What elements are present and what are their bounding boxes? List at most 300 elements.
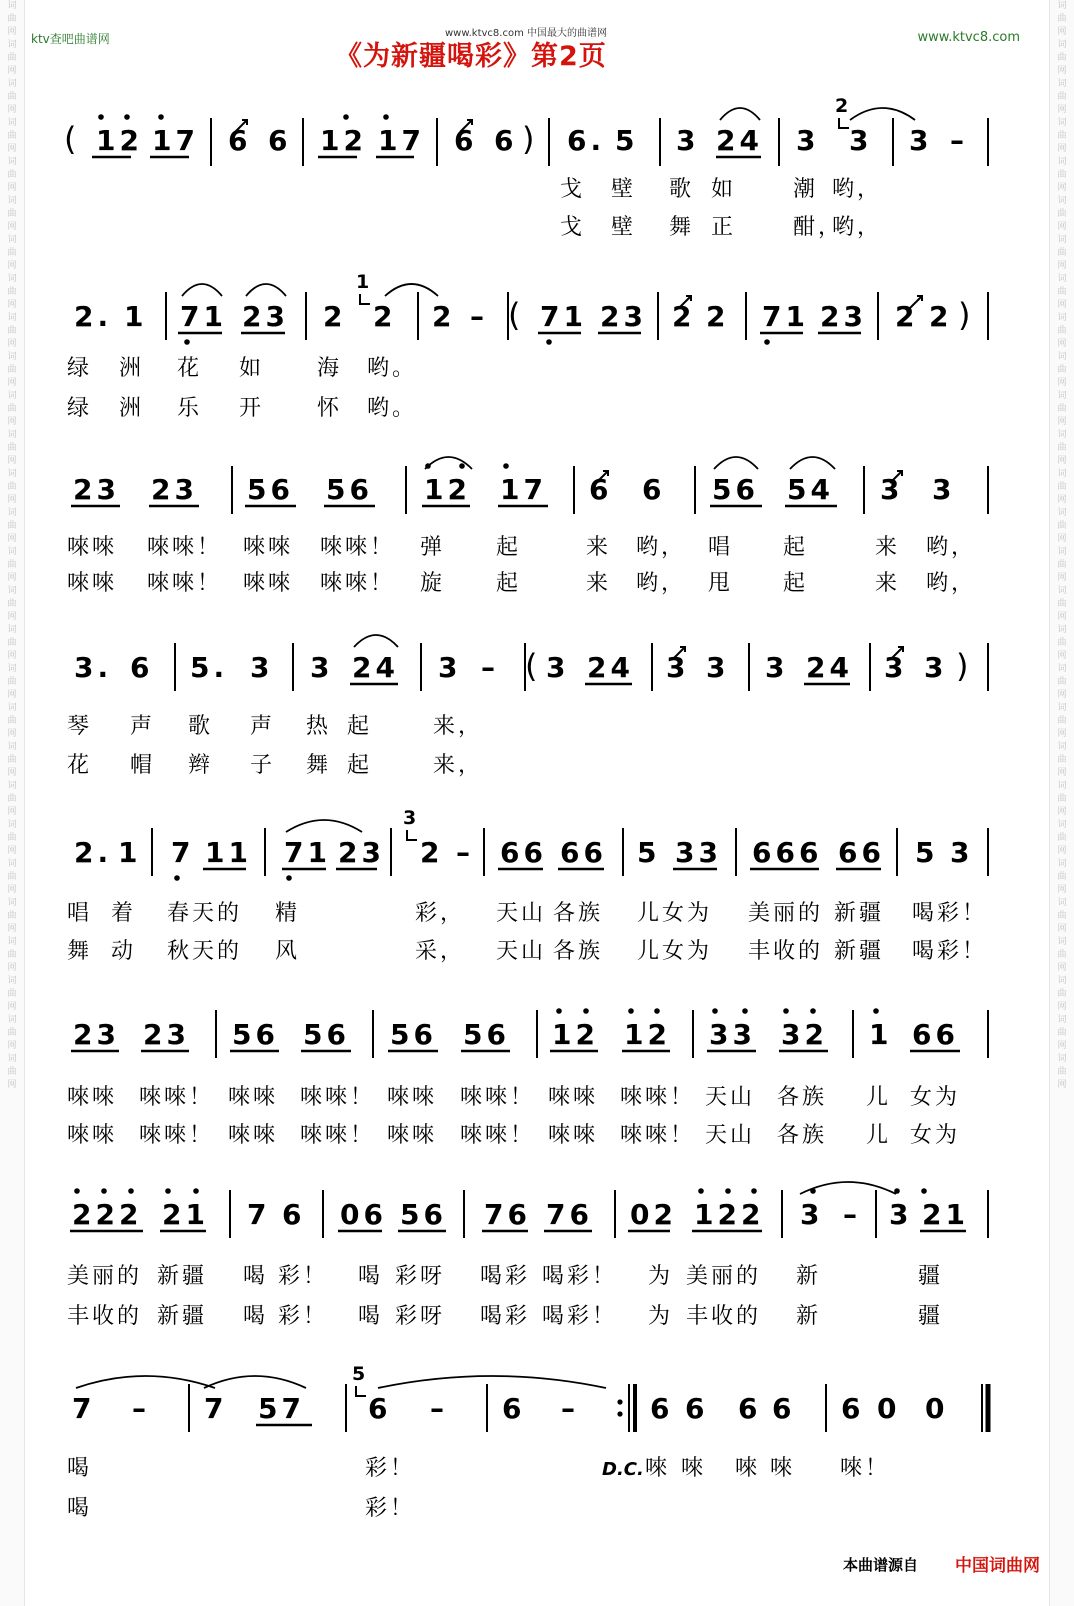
lyric-verse-2: 壁 <box>611 215 637 240</box>
lyric-verse-1: 天山 <box>705 1085 756 1110</box>
note: 56 <box>303 1018 350 1051</box>
lyric-verse-1: 唻唻 <box>243 535 294 560</box>
lyric-verse-1: 新疆 <box>157 1264 208 1289</box>
slur <box>425 457 472 469</box>
note: 1 <box>869 1018 893 1051</box>
octave-dot-high <box>654 1008 660 1014</box>
note: 02 <box>630 1198 677 1231</box>
lyric-verse-1: 彩呀 <box>395 1264 446 1289</box>
lyric-verse-2: 绿 <box>67 396 93 421</box>
lyric-verse-1: 唻 <box>770 1456 796 1481</box>
footer-brand[interactable]: 中国词曲网 <box>955 1556 1040 1576</box>
lyric-verse-1: 喝 <box>67 1456 93 1481</box>
note: 6 <box>268 124 292 157</box>
lyric-verse-1: 起 <box>347 714 373 739</box>
note: 1 <box>118 836 142 869</box>
lyric-verse-2: 甩 <box>708 571 734 596</box>
note: – <box>456 836 474 869</box>
lyric-verse-2: 起 <box>783 571 809 596</box>
slur <box>354 635 398 647</box>
lyric-verse-2: 舞 <box>306 753 332 778</box>
note: – <box>843 1198 861 1231</box>
note: 2 <box>706 300 730 333</box>
lyric-verse-2: 喝 <box>67 1496 93 1521</box>
note: 3 <box>250 651 274 684</box>
lyric-verse-1: 洲 <box>119 356 145 381</box>
octave-dot-high <box>783 1008 789 1014</box>
note: 6 <box>642 473 666 506</box>
note: 3 <box>849 124 873 157</box>
note: 7 <box>247 1198 271 1231</box>
lyric-verse-1: 潮 <box>793 177 819 202</box>
note: 24 <box>716 124 763 157</box>
note: 3 <box>796 124 820 157</box>
lyric-verse-1: 唻唻！ <box>460 1085 536 1110</box>
slur <box>385 284 438 296</box>
lyric-verse-2: 喝 <box>243 1304 269 1329</box>
lyric-verse-2: 各族 <box>777 1123 828 1148</box>
note: 2 <box>323 300 347 333</box>
lyric-verse-2: 哟。 <box>367 396 418 421</box>
lyric-verse-1: 哟， <box>832 177 883 202</box>
note: 3 <box>706 651 730 684</box>
note: – <box>950 124 968 157</box>
parenthesis-mark: ( <box>525 647 542 685</box>
note: 3 <box>666 651 690 684</box>
lyric-verse-1: 唻唻 <box>548 1085 599 1110</box>
lyric-verse-2: 舞 <box>669 215 695 240</box>
note: 3 <box>676 124 700 157</box>
lyric-verse-2: 唻唻！ <box>620 1123 696 1148</box>
lyric-verse-1: 来 <box>586 535 612 560</box>
note: 3 <box>438 651 462 684</box>
note: 24 <box>806 651 853 684</box>
octave-dot-high <box>810 1008 816 1014</box>
lyric-verse-2: 采， <box>415 939 466 964</box>
octave-dot-low <box>184 339 190 345</box>
octave-dot-low <box>174 875 180 881</box>
note: 23 <box>73 473 120 506</box>
right-watermark-text: 词曲网词曲网词曲网词曲网词曲网词曲网词曲网词曲网词曲网词曲网词曲网词曲网词曲网词曲网词曲网词曲网词曲网词曲网词曲网词曲网词曲网词曲网词曲网词曲网词曲网词曲网词曲网词曲网 <box>1057 1 1067 1090</box>
note: 6 <box>494 124 518 157</box>
slur <box>286 820 362 832</box>
grace-note: 2 <box>835 95 849 117</box>
note: 3 <box>889 1198 913 1231</box>
note: 56 <box>390 1018 437 1051</box>
note: 23 <box>143 1018 190 1051</box>
note: 6 <box>685 1392 709 1425</box>
octave-dot-high <box>873 1008 879 1014</box>
note: 23 <box>242 300 289 333</box>
lyric-verse-1: 起 <box>496 535 522 560</box>
octave-dot-high <box>193 1188 199 1194</box>
lyric-verse-2: 丰收的 <box>748 939 824 964</box>
note: 3 <box>924 651 948 684</box>
slur <box>790 457 835 469</box>
note: 6 <box>738 1392 762 1425</box>
lyric-verse-1: 唻！ <box>840 1456 891 1481</box>
octave-dot-high <box>98 114 104 120</box>
lyric-verse-2: 起 <box>496 571 522 596</box>
lyric-verse-1: 唻唻！ <box>139 1085 215 1110</box>
grace-hook <box>839 118 849 128</box>
lyric-verse-2: 哟， <box>832 215 883 240</box>
lyric-verse-2: 丰收的 <box>67 1304 143 1329</box>
note: 66 <box>560 836 607 869</box>
note: 32 <box>781 1018 828 1051</box>
lyric-verse-2: 丰收的 <box>686 1304 762 1329</box>
note: 06 <box>340 1198 387 1231</box>
note: 2 <box>929 300 953 333</box>
lyric-verse-1: 精 <box>275 901 301 926</box>
lyric-verse-2: 开 <box>239 396 265 421</box>
lyric-verse-1: 热 <box>306 714 332 739</box>
octave-dot-high <box>459 463 465 469</box>
page-title: 《为新疆喝彩》第2页 <box>335 41 607 72</box>
note: 2 <box>895 300 919 333</box>
note: 66 <box>500 836 547 869</box>
slur <box>720 108 760 120</box>
note: 56 <box>400 1198 447 1231</box>
note: 5 <box>915 836 939 869</box>
note: 3 <box>932 473 956 506</box>
lyric-verse-2: 新疆 <box>157 1304 208 1329</box>
parenthesis-mark: ( <box>508 296 525 334</box>
note: 0 <box>925 1392 949 1425</box>
note: 6 <box>650 1392 674 1425</box>
site-url-right[interactable]: www.ktvc8.com <box>917 30 1020 45</box>
note: 23 <box>600 300 647 333</box>
note: 3 <box>884 651 908 684</box>
parenthesis-mark: ( <box>64 120 81 158</box>
note: 2. <box>74 300 113 333</box>
note: 6 <box>368 1392 392 1425</box>
lyric-verse-2: 洲 <box>119 396 145 421</box>
slur <box>204 1376 306 1388</box>
note: 6 <box>502 1392 526 1425</box>
lyric-verse-1: 唻唻！ <box>147 535 223 560</box>
note: 23 <box>820 300 867 333</box>
note: 71 <box>762 300 809 333</box>
lyric-verse-1: 彩， <box>415 901 466 926</box>
lyric-verse-2: 戈 <box>560 215 586 240</box>
octave-dot-high <box>712 1008 718 1014</box>
note: 71 <box>540 300 587 333</box>
lyric-verse-1: 春天的 <box>167 901 243 926</box>
octave-dot-high <box>503 463 509 469</box>
lyric-verse-2: 乐 <box>177 396 203 421</box>
lyric-verse-2: 彩呀 <box>395 1304 446 1329</box>
lyric-verse-1: 唻唻！ <box>320 535 396 560</box>
grace-hook <box>356 1386 366 1396</box>
lyric-verse-1: 起 <box>783 535 809 560</box>
slur <box>246 284 286 296</box>
lyric-verse-2: 新疆 <box>834 939 885 964</box>
lyric-verse-1: 绿 <box>67 356 93 381</box>
octave-dot-high <box>742 1008 748 1014</box>
note: 3 <box>765 651 789 684</box>
parenthesis-mark: ) <box>958 296 975 334</box>
lyric-verse-1: 来 <box>875 535 901 560</box>
lyric-verse-1: 海 <box>317 356 343 381</box>
note: 23 <box>151 473 198 506</box>
lyric-verse-1: 美丽的 <box>67 1264 143 1289</box>
lyric-verse-2: 怀 <box>317 396 343 421</box>
note: 24 <box>352 651 399 684</box>
da-capo-mark: D.C. <box>602 1459 644 1480</box>
lyric-verse-2: 来， <box>433 753 484 778</box>
note: 6. <box>567 124 606 157</box>
note: 7 <box>171 836 195 869</box>
lyric-verse-1: 疆 <box>918 1264 944 1289</box>
lyric-verse-1: 歌 <box>188 714 214 739</box>
octave-dot-high <box>425 463 431 469</box>
lyric-verse-2: 秋天的 <box>167 939 243 964</box>
lyric-verse-2: 唻唻！ <box>147 571 223 596</box>
lyric-verse-2: 新 <box>796 1304 822 1329</box>
lyric-verse-2: 各族 <box>553 939 604 964</box>
lyric-verse-1: 哟。 <box>367 356 418 381</box>
lyric-verse-1: 天山 <box>496 901 547 926</box>
lyric-verse-2: 天山 <box>496 939 547 964</box>
grace-hook <box>360 294 370 304</box>
lyric-verse-2: 唻唻 <box>243 571 294 596</box>
slur <box>714 457 758 469</box>
lyric-verse-2: 唻唻！ <box>139 1123 215 1148</box>
lyric-verse-2: 喝彩 <box>480 1304 531 1329</box>
note: 12 <box>320 124 367 157</box>
note: 7 <box>204 1392 228 1425</box>
note: 3 <box>546 651 570 684</box>
lyric-verse-2: 唻唻 <box>548 1123 599 1148</box>
note: 76 <box>546 1198 593 1231</box>
note: 23 <box>73 1018 120 1051</box>
note: 122 <box>694 1198 765 1231</box>
lyric-verse-1: 唻唻 <box>228 1085 279 1110</box>
lyric-verse-1: 如 <box>239 356 265 381</box>
note: 2. <box>74 836 113 869</box>
slur <box>850 108 915 120</box>
note: 12 <box>424 473 471 506</box>
note: 21 <box>162 1198 209 1231</box>
note: 23 <box>338 836 385 869</box>
octave-dot-low <box>286 875 292 881</box>
lyric-verse-2: 儿女为 <box>637 939 713 964</box>
note: 66 <box>838 836 885 869</box>
lyric-verse-1: 唻唻！ <box>300 1085 376 1110</box>
note: – <box>561 1392 579 1425</box>
note: 66 <box>912 1018 959 1051</box>
note: 6 <box>589 473 613 506</box>
lyric-verse-2: 喝彩！ <box>542 1304 618 1329</box>
note: 2 <box>672 300 696 333</box>
lyric-verse-1: 唻唻 <box>387 1085 438 1110</box>
lyric-verse-1: 壁 <box>611 177 637 202</box>
lyric-verse-2: 喝 <box>358 1304 384 1329</box>
note: 17 <box>500 473 547 506</box>
lyric-verse-1: 哟， <box>636 535 687 560</box>
slur <box>76 1376 215 1388</box>
lyric-verse-2: 辫 <box>188 753 214 778</box>
note: 6 <box>772 1392 796 1425</box>
repeat-dot <box>617 1411 622 1416</box>
note: 54 <box>787 473 834 506</box>
lyric-verse-1: 哟， <box>926 535 977 560</box>
note: 3 <box>310 651 334 684</box>
lyric-verse-1: 唱 <box>67 901 93 926</box>
note: 71 <box>180 300 227 333</box>
note: – <box>470 300 488 333</box>
note: 2 <box>420 836 444 869</box>
lyric-verse-2: 唻唻 <box>67 1123 118 1148</box>
note: 6 <box>228 124 252 157</box>
lyric-verse-1: 歌 <box>669 177 695 202</box>
note: – <box>132 1392 150 1425</box>
lyric-verse-1: 唻 <box>681 1456 707 1481</box>
note: 7 <box>72 1392 96 1425</box>
note: 33 <box>675 836 722 869</box>
grace-note: 5 <box>352 1363 366 1385</box>
lyric-verse-1: 彩！ <box>365 1456 416 1481</box>
note: 12 <box>96 124 143 157</box>
note: 3 <box>909 124 933 157</box>
octave-dot-low <box>546 339 552 345</box>
note: – <box>481 651 499 684</box>
octave-dot-high <box>383 114 389 120</box>
octave-dot-high <box>751 1188 757 1194</box>
octave-dot-high <box>158 114 164 120</box>
lyric-verse-2: 哟， <box>926 571 977 596</box>
lyric-verse-2: 子 <box>250 753 276 778</box>
note: 56 <box>712 473 759 506</box>
lyric-verse-2: 唻唻 <box>387 1123 438 1148</box>
octave-dot-high <box>165 1188 171 1194</box>
octave-dot-high <box>810 1188 816 1194</box>
note: 12 <box>552 1018 599 1051</box>
lyric-verse-1: 喝彩 <box>480 1264 531 1289</box>
note: 56 <box>247 473 294 506</box>
lyric-verse-2: 彩！ <box>365 1496 416 1521</box>
lyric-verse-2: 唻唻！ <box>460 1123 536 1148</box>
lyric-verse-1: 唻 <box>735 1456 761 1481</box>
note: 5 <box>615 124 639 157</box>
note: – <box>430 1392 448 1425</box>
octave-dot-high <box>628 1008 634 1014</box>
lyric-verse-1: 喝 <box>358 1264 384 1289</box>
note: 17 <box>152 124 199 157</box>
lyric-verse-2: 来 <box>586 571 612 596</box>
lyric-verse-1: 美丽的 <box>686 1264 762 1289</box>
lyric-verse-1: 唻唻！ <box>620 1085 696 1110</box>
note: 6 <box>454 124 478 157</box>
lyric-verse-1: 各族 <box>777 1085 828 1110</box>
note: 76 <box>484 1198 531 1231</box>
repeat-dot <box>617 1399 622 1404</box>
octave-dot-high <box>128 1188 134 1194</box>
site-name-left[interactable]: ktv查吧曲谱网 <box>31 32 110 46</box>
lyric-verse-2: 唻唻！ <box>300 1123 376 1148</box>
octave-dot-high <box>74 1188 80 1194</box>
note: 666 <box>752 836 823 869</box>
note: 5. <box>190 651 229 684</box>
lyric-verse-1: 儿 <box>866 1085 892 1110</box>
lyric-verse-1: 唻 <box>645 1456 671 1481</box>
lyric-verse-1: 美丽的 <box>748 901 824 926</box>
lyric-verse-1: 为 <box>648 1264 674 1289</box>
lyric-verse-1: 来， <box>433 714 484 739</box>
note: 56 <box>232 1018 279 1051</box>
note: 33 <box>709 1018 756 1051</box>
lyric-verse-1: 唻唻 <box>67 1085 118 1110</box>
lyric-verse-2: 唻唻 <box>228 1123 279 1148</box>
lyric-verse-2: 动 <box>111 939 137 964</box>
note: 3 <box>800 1198 824 1231</box>
octave-dot-high <box>725 1188 731 1194</box>
lyric-verse-1: 各族 <box>553 901 604 926</box>
note: 5 <box>637 836 661 869</box>
lyric-verse-1: 喝 <box>243 1264 269 1289</box>
slur <box>182 284 222 296</box>
octave-dot-high <box>343 114 349 120</box>
note: 0 <box>877 1392 901 1425</box>
lyric-verse-2: 风 <box>275 939 301 964</box>
lyric-verse-1: 戈 <box>560 177 586 202</box>
lyric-verse-2: 喝彩！ <box>912 939 988 964</box>
note: 222 <box>72 1198 143 1231</box>
note: 24 <box>587 651 634 684</box>
lyric-verse-2: 哟， <box>636 571 687 596</box>
note: 11 <box>205 836 252 869</box>
lyric-verse-1: 新 <box>796 1264 822 1289</box>
lyric-verse-1: 声 <box>130 714 156 739</box>
lyric-verse-2: 帽 <box>130 753 156 778</box>
note: 6 <box>841 1392 865 1425</box>
lyric-verse-2: 为 <box>648 1304 674 1329</box>
lyric-verse-2: 酣， <box>793 215 844 240</box>
site-slogan: www.ktvc8.com 中国最大的曲谱网 <box>445 28 608 39</box>
lyric-verse-1: 新疆 <box>834 901 885 926</box>
lyric-verse-1: 着 <box>111 901 137 926</box>
lyric-verse-1: 琴 <box>67 714 93 739</box>
lyric-verse-2: 旋 <box>420 571 446 596</box>
note: 56 <box>463 1018 510 1051</box>
lyric-verse-1: 花 <box>177 356 203 381</box>
lyric-verse-1: 女为 <box>910 1085 961 1110</box>
note: 2 <box>432 300 456 333</box>
lyric-verse-2: 天山 <box>705 1123 756 1148</box>
octave-dot-high <box>556 1008 562 1014</box>
octave-dot-high <box>921 1188 927 1194</box>
octave-dot-high <box>698 1188 704 1194</box>
lyric-verse-1: 声 <box>250 714 276 739</box>
note: 1 <box>124 300 148 333</box>
grace-note: 1 <box>356 271 370 293</box>
lyric-verse-2: 正 <box>711 215 737 240</box>
note: 56 <box>326 473 373 506</box>
octave-dot-high <box>583 1008 589 1014</box>
note: 12 <box>624 1018 671 1051</box>
footer-source-label: 本曲谱源自 <box>843 1556 919 1574</box>
note: 71 <box>284 836 331 869</box>
lyric-verse-1: 喝彩！ <box>542 1264 618 1289</box>
lyric-verse-1: 彩！ <box>278 1264 329 1289</box>
left-watermark-text: 词曲网词曲网词曲网词曲网词曲网词曲网词曲网词曲网词曲网词曲网词曲网词曲网词曲网词曲网词曲网词曲网词曲网词曲网词曲网词曲网词曲网词曲网词曲网词曲网词曲网词曲网词曲网词曲网 <box>7 1 17 1090</box>
lyric-verse-1: 儿女为 <box>637 901 713 926</box>
lyric-verse-2: 唻唻！ <box>320 571 396 596</box>
parenthesis-mark: ) <box>522 120 539 158</box>
lyric-verse-2: 疆 <box>918 1304 944 1329</box>
lyric-verse-2: 来 <box>875 571 901 596</box>
